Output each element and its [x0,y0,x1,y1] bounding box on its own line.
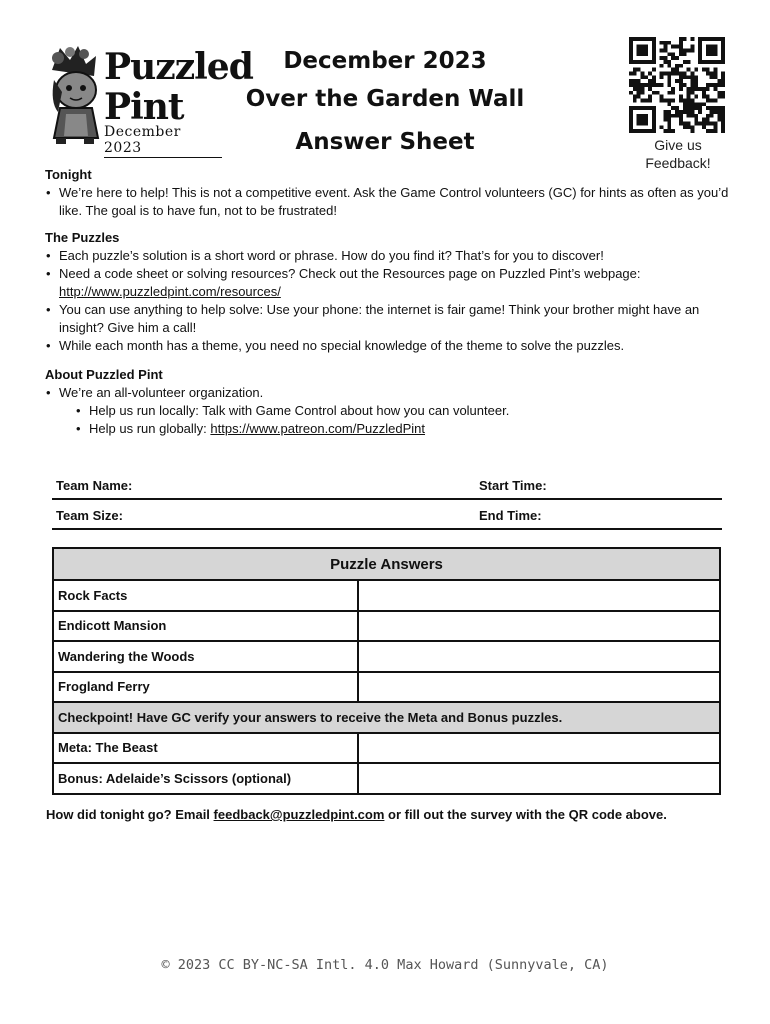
title-date: December 2023 [283,48,487,74]
feedback-email-link[interactable]: feedback@puzzledpint.com [213,807,385,822]
table-row [53,763,720,794]
about-sub-global-text: Help us run globally: [89,421,211,436]
team-row-name-start [52,472,722,500]
logo-word-puzzled: Puzzled [104,46,253,88]
tonight-heading: Tonight [45,167,92,182]
qr-caption-line2: Feedback! [645,155,711,171]
table-row [53,641,720,672]
team-size-label: Team Size: [56,508,123,523]
meta-puzzle-name: Meta: The Beast [53,733,358,764]
answer-field[interactable] [358,763,720,794]
puzzles-heading: The Puzzles [45,230,120,245]
about-sub-global [45,420,735,438]
end-time-label: End Time: [479,508,542,523]
puzzles-item-solution: • Each puzzle’s solution is a short word or phrase. How do you find it? That’s for you to discover! [45,247,735,265]
logo-word-pint: Pint [104,86,184,128]
table-row [53,611,720,642]
answer-field[interactable] [358,672,720,703]
puzzle-name: Frogland Ferry [53,672,358,703]
about-item-volunteer: • We’re an all-volunteer organization. [45,384,735,402]
puzzles-item-theme: • While each month has a theme, you need no special knowledge of the theme to solve the puzzles. [45,337,735,355]
puzzle-answers-table [52,547,721,795]
puzzles-item-resources [45,265,735,301]
checkpoint-row [53,702,720,733]
puzzle-name: Wandering the Woods [53,641,358,672]
answer-field[interactable] [358,611,720,642]
resources-link[interactable]: http://www.puzzledpint.com/resources/ [59,284,281,299]
about-heading: About Puzzled Pint [45,367,163,382]
feedback-note-post: or fill out the survey with the QR code above. [384,807,667,822]
puzzle-name: Endicott Mansion [53,611,358,642]
about-sub-local: • Help us run locally: Talk with Game Control about how you can volunteer. [45,402,735,420]
puzzles-item-resources-text: Need a code sheet or solving resources? Check out the Resources page on Puzzled Pint’s webpage: [59,266,641,281]
title-theme: Over the Garden Wall [245,86,525,112]
section-tonight [45,166,735,220]
team-name-label: Team Name: [56,478,133,493]
answers-table-header: Puzzle Answers [53,548,720,580]
table-row [53,733,720,764]
team-row-size-end [52,502,722,530]
puzzled-pint-logo [42,42,253,156]
bonus-puzzle-name: Bonus: Adelaide’s Scissors (optional) [53,763,358,794]
tonight-item: • We’re here to help! This is not a competitive event. Ask the Game Control volunteers (GC) for hints as often as you’d like. The goal is to have fun, not to be frustrated! [45,184,735,220]
section-about [45,366,735,438]
title-answer-sheet: Answer Sheet [295,129,475,155]
feedback-note-pre: How did tonight go? Email [46,807,214,822]
puzzles-item-anything: • You can use anything to help solve: Use your phone: the internet is fair game! Think your brother might have an insight? Give him a call! [45,301,735,337]
checkpoint-text: Checkpoint! Have GC verify your answers to receive the Meta and Bonus puzzles. [53,702,720,733]
feedback-note [46,807,746,822]
start-time-label: Start Time: [479,478,547,493]
answer-field[interactable] [358,641,720,672]
table-row [53,580,720,611]
qr-code-icon [629,37,725,133]
logo-date: December 2023 [104,124,222,158]
patreon-link[interactable]: https://www.patreon.com/PuzzledPint [210,421,426,436]
answer-field[interactable] [358,733,720,764]
puzzle-name: Rock Facts [53,580,358,611]
table-row [53,672,720,703]
feedback-qr-code[interactable] [629,37,725,133]
qr-caption-line1: Give us [654,137,702,153]
section-puzzles [45,229,735,355]
copyright-notice: © 2023 CC BY-NC-SA Intl. 4.0 Max Howard (Sunnyvale, CA) [161,957,609,973]
answer-field[interactable] [358,580,720,611]
